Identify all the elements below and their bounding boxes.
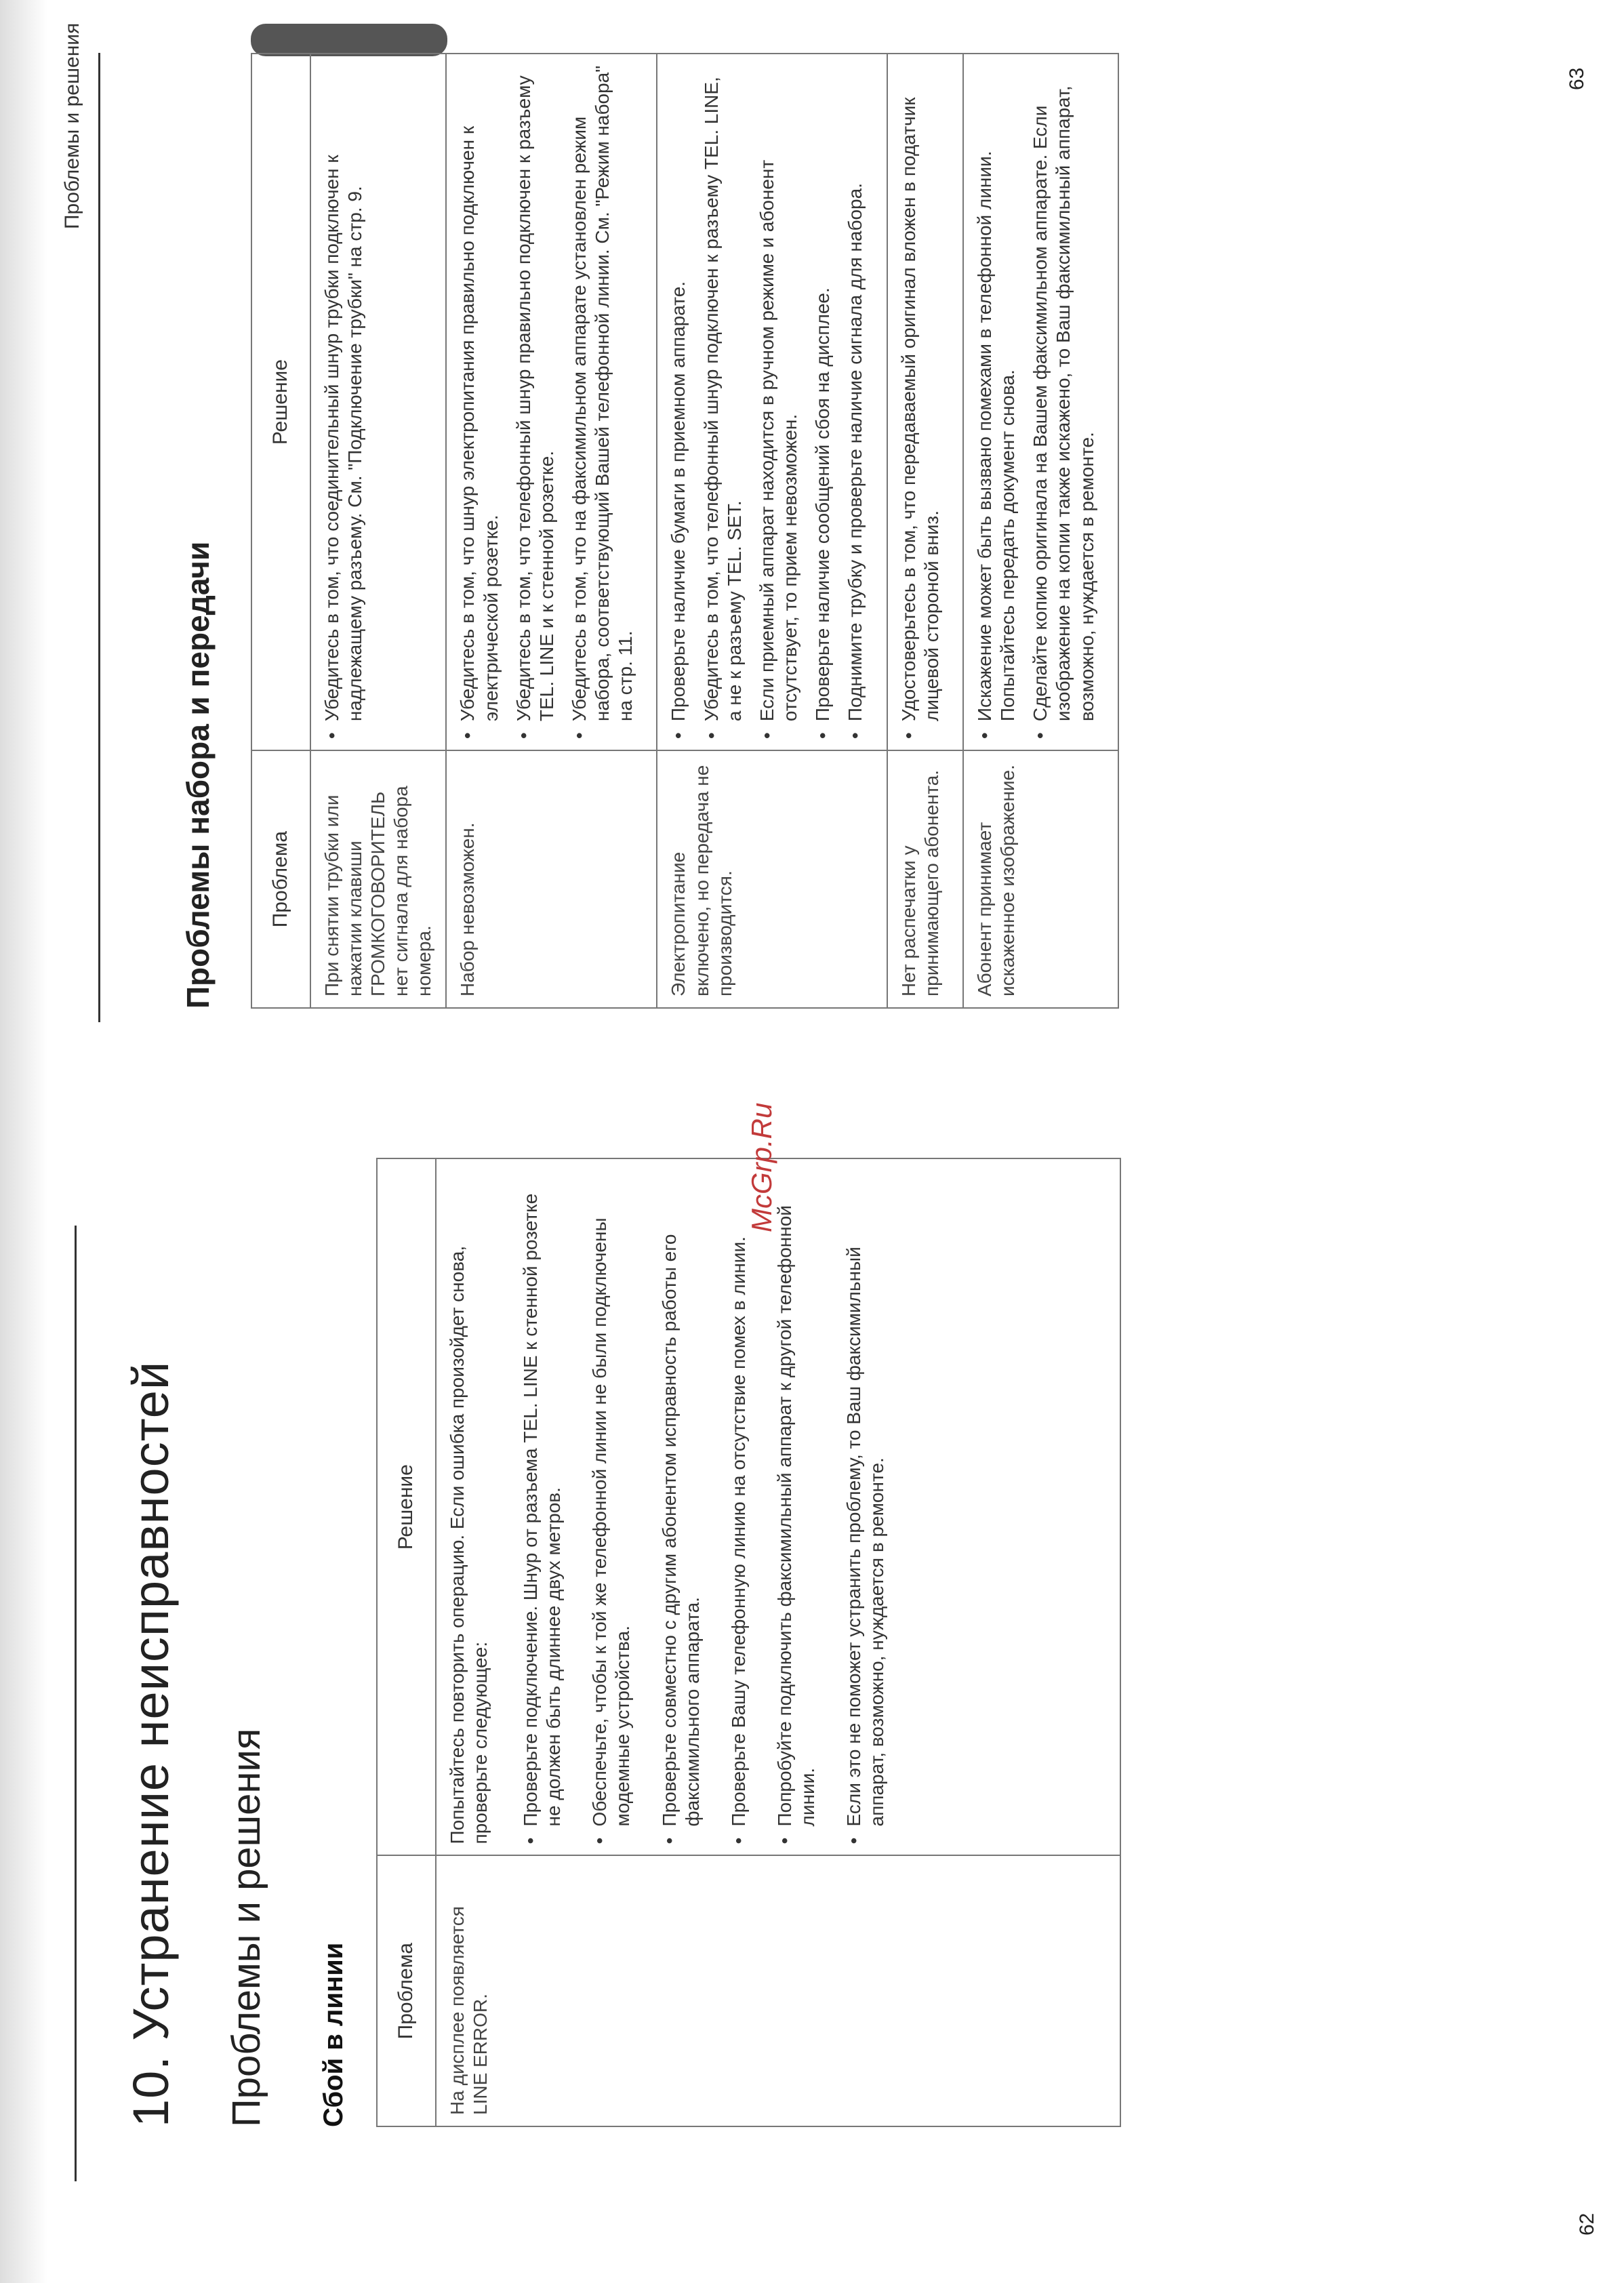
table-row (963, 54, 1118, 1008)
list-item: • Искажение может быть вызвано помехами в телефонной линии. Попытайтесь передать документ снова. (973, 65, 1019, 739)
list-item: • Проверьте подключение. Шнур от разъема TEL. LINE к стенной розетке не должен быть длиннее двух метров. (519, 1170, 565, 1844)
list-item: • Убедитесь в том, что на факсимильном аппарате установлен режим набора, соответствующий Вашей телефонной линии. См. "Режим набора" на стр. 11. (568, 65, 637, 739)
scan-edge-shadow (0, 0, 47, 2283)
page-number-left: 62 (1576, 2213, 1598, 2236)
list-item: • Убедитесь в том, что соединительный шнур трубки подключен к надлежащему разъему. См. "Подключение трубки" на стр. 9. (321, 65, 367, 739)
header-solution: Решение (377, 1158, 436, 1855)
header-solution: Решение (251, 54, 310, 750)
dial-transmit-table (251, 53, 1119, 1009)
table-row (657, 54, 887, 1008)
list-item: • Проверьте совместно с другим абонентом исправность работы его факсимильного аппарата. (658, 1170, 704, 1844)
page-number-right: 63 (1566, 67, 1588, 90)
solution-intro: Попытайтесь повторить операцию. Если ошибка произойдет снова, проверьте следующее: (446, 1245, 491, 1844)
solution-list (519, 1170, 889, 1844)
page-tab-marker (251, 24, 447, 56)
chapter-title: 10. Устранение неисправностей (123, 1360, 179, 2127)
header-problem: Проблема (251, 750, 310, 1008)
solution-list (897, 65, 943, 739)
problem-cell: При снятии трубки или нажатии клавиши ГРОМКОГОВОРИТЕЛЬ нет сигнала для набора номера. (310, 750, 447, 1008)
table-row (446, 54, 657, 1008)
running-header: Проблемы и решения (61, 22, 83, 229)
list-item: • Сделайте копию оригинала на Вашем факсимильном аппарате. Если изображение на копии также искажено, то Ваш факсимильный аппарат, возможно, нуждается в ремонте. (1029, 65, 1098, 739)
section-title-left: Проблемы и решения (224, 1728, 268, 2127)
header-problem: Проблема (377, 1855, 436, 2126)
list-item: • Попробуйте подключить факсимильный аппарат к другой телефонной линии. (773, 1170, 819, 1844)
problem-cell: На дисплее появляется LINE ERROR. (436, 1855, 1120, 2126)
list-item: • Удостоверьтесь в том, что передаваемый оригинал вложен в податчик лицевой стороной вниз. (897, 65, 943, 739)
list-item: • Обеспечьте, чтобы к той же телефонной линии не были подключены модемные устройства. (588, 1170, 634, 1844)
section-title-right: Проблемы набора и передачи (180, 541, 216, 1009)
list-item: • Убедитесь в том, что телефонный шнур подключен к разъему TEL. LINE, а не к разъему TEL. SET. (700, 65, 746, 739)
solution-cell (436, 1158, 1120, 1855)
solution-list (321, 65, 367, 739)
table-row (310, 54, 447, 1008)
solution-cell (446, 54, 657, 750)
list-item: • Проверьте наличие бумаги в приемном аппарате. (667, 65, 690, 739)
solution-cell (310, 54, 447, 750)
problem-cell: Нет распечатки у принимающего абонента. (887, 750, 963, 1008)
solution-cell (657, 54, 887, 750)
solution-list (973, 65, 1099, 739)
list-item: • Проверьте наличие сообщений сбоя на дисплее. (811, 65, 834, 739)
list-item: • Убедитесь в том, что шнур электропитания правильно подключен к электрической розетке. (456, 65, 502, 739)
chapter-rule (75, 1226, 77, 2181)
solution-cell (887, 54, 963, 750)
problem-cell: Электропитание включено, но передача не производится. (657, 750, 887, 1008)
subsection-title: Сбой в линии (319, 1942, 348, 2127)
list-item: • Поднимите трубку и проверьте наличие сигнала для набора. (844, 65, 867, 739)
table-row (887, 54, 963, 1008)
solution-list (456, 65, 637, 739)
line-error-table (376, 1158, 1121, 2127)
list-item: • Если это не поможет устранить проблему, то Ваш факсимильный аппарат, возможно, нуждается в ремонте. (843, 1170, 889, 1844)
watermark: McGrp.Ru (746, 1102, 777, 1232)
table-row (436, 1158, 1120, 2126)
right-header-rule (98, 53, 100, 1022)
solution-cell (963, 54, 1118, 750)
list-item: • Если приемный аппарат находится в ручном режиме и абонент отсутствует, то прием невозможен. (756, 65, 802, 739)
list-item: • Убедитесь в том, что телефонный шнур правильно подключен к разъему TEL. LINE и к стенной розетке. (512, 65, 559, 739)
problem-cell: Набор невозможен. (446, 750, 657, 1008)
list-item: • Проверьте Вашу телефонную линию на отсутствие помех в линии. (727, 1170, 750, 1844)
problem-cell: Абонент принимает искаженное изображение. (963, 750, 1118, 1008)
solution-list (667, 65, 867, 739)
